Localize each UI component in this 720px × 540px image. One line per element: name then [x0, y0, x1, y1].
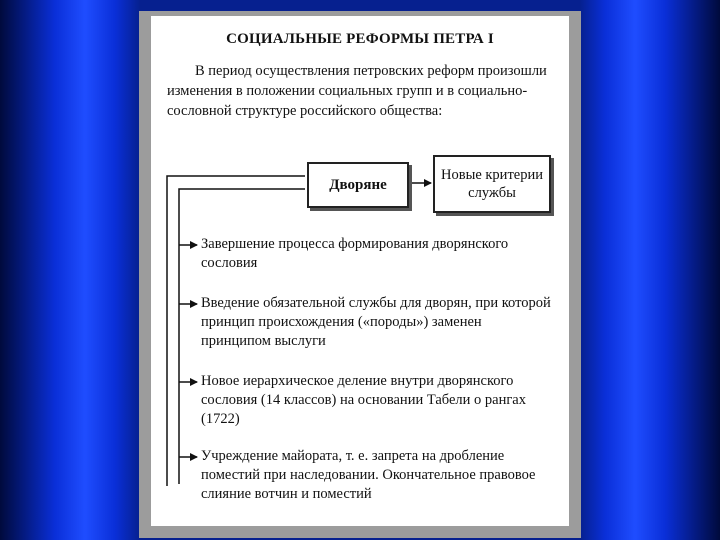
nobility-box	[307, 162, 409, 208]
reform-item-1: Завершение процесса формирования дворянского сословия	[201, 236, 509, 271]
reform-item-4: Учреждение майората, т. е. запрета на дробление поместий при наследовании. Окончательное правовое слияние вотчин и поместий	[201, 448, 536, 502]
reform-item-2: Введение обязательной службы для дворян, при которой принцип происхождения («породы») заменен принципом выслуги	[201, 295, 551, 349]
nobility-label: Дворяне	[329, 176, 387, 193]
diagram-page	[151, 16, 569, 526]
new-criteria-box	[433, 155, 551, 213]
reform-item-3: Новое иерархическое деление внутри дворянского сословия (14 классов) на основании Табели о рангах (1722)	[201, 373, 526, 427]
diagram-title: СОЦИАЛЬНЫЕ РЕФОРМЫ ПЕТРА I	[226, 31, 494, 47]
new-criteria-label: Новые критерии службы	[441, 167, 543, 201]
intro-text: В период осуществления петровских реформ произошли изменения в положении социальных групп и в социально-сословной структуре российского общества:	[167, 63, 547, 119]
